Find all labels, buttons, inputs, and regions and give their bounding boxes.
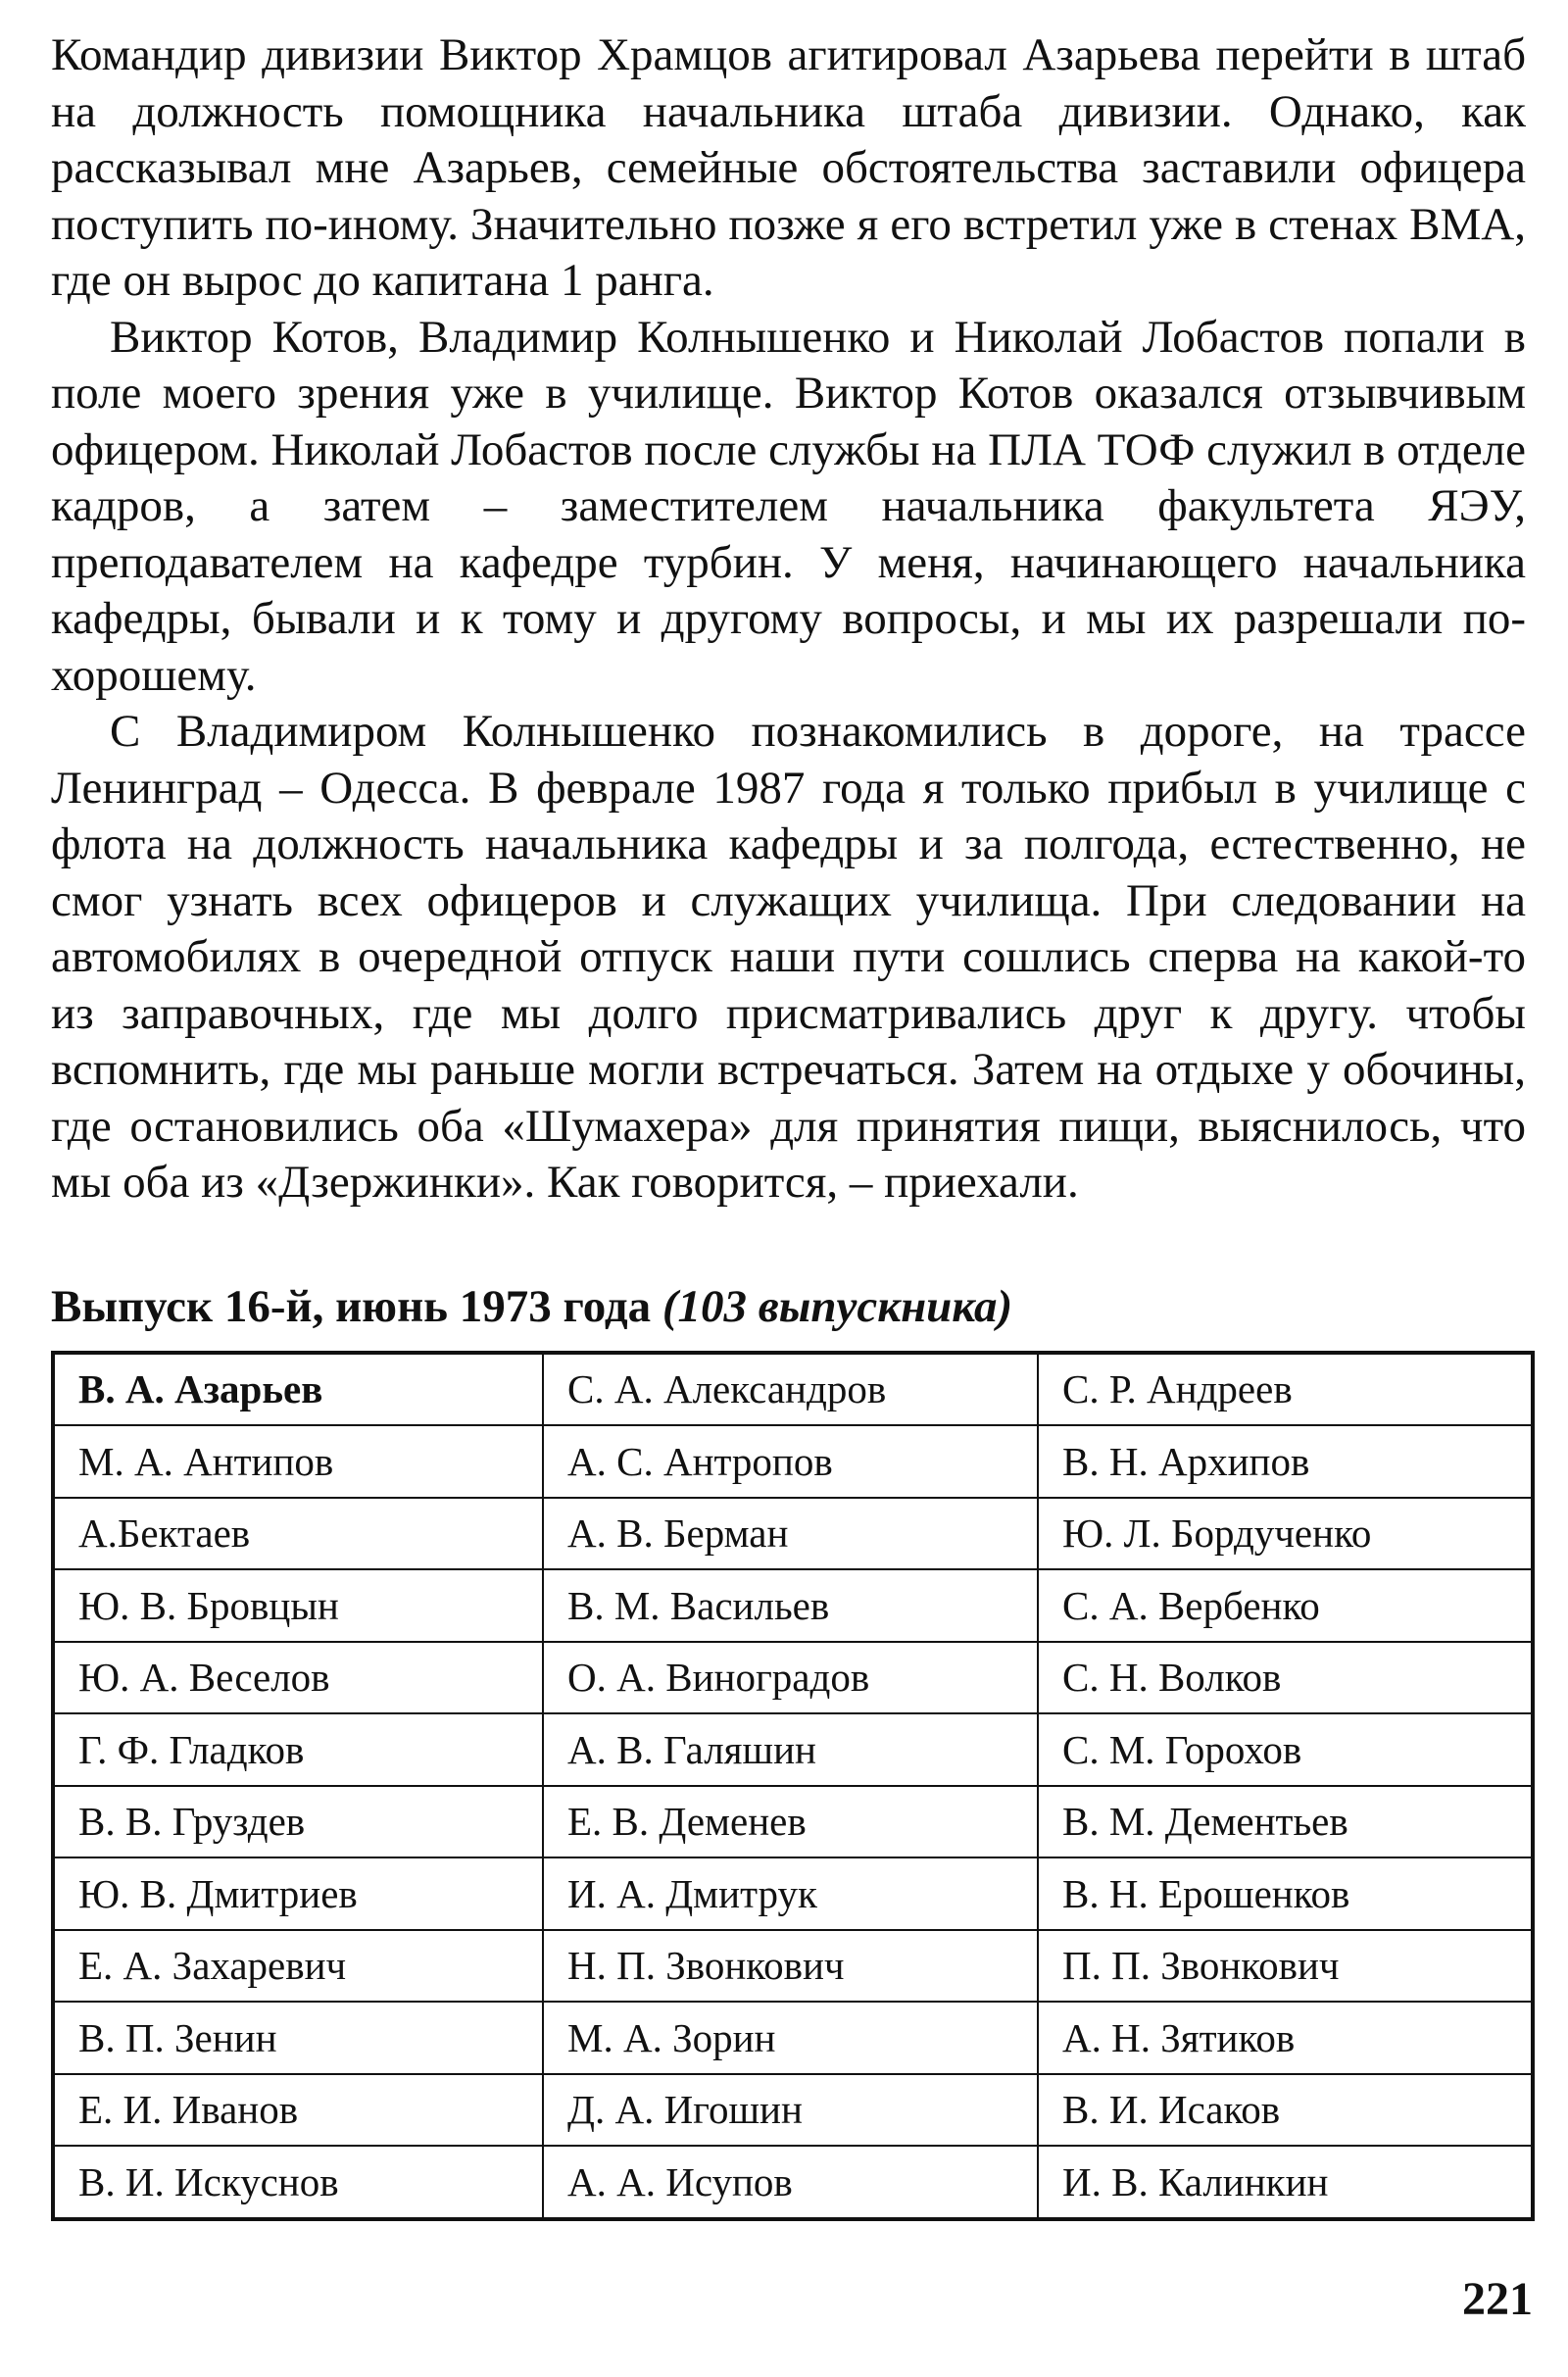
table-cell: Н. П. Звонкович [543, 1930, 1038, 2003]
table-row [53, 1569, 1533, 1642]
table-row [53, 1857, 1533, 1930]
table-row [53, 1642, 1533, 1714]
table-cell: Д. А. Игошин [543, 2074, 1038, 2147]
table-cell: Е. И. Иванов [53, 2074, 543, 2147]
table-cell: О. А. Виноградов [543, 1642, 1038, 1714]
table-cell: А.Бектаев [53, 1498, 543, 1570]
table-cell: В. М. Васильев [543, 1569, 1038, 1642]
section-heading [51, 1278, 1526, 1335]
table-cell: В. А. Азарьев [53, 1353, 543, 1426]
graduate-count: (103 выпускника) [662, 1280, 1013, 1332]
table-row [53, 1353, 1533, 1426]
table-cell: С. Р. Андреев [1038, 1353, 1533, 1426]
table-cell: И. А. Дмитрук [543, 1857, 1038, 1930]
table-cell: Ю. А. Веселов [53, 1642, 543, 1714]
table-cell: П. П. Звонкович [1038, 1930, 1533, 2003]
table-cell: А. В. Галяшин [543, 1713, 1038, 1786]
table-row [53, 2146, 1533, 2219]
table-cell: И. В. Калинкин [1038, 2146, 1533, 2219]
table-row [53, 1786, 1533, 1858]
paragraph-3: С Владимиром Колнышенко познакомились в дороге, на трассе Ленинград – Одесса. В феврале 1987 года я только прибыл в училище с флота на должность начальника кафедры и за полгода, естественно, не смог узнать всех офицеров и служащих училища. При следовании на автомобилях в очередной отпуск наши пути сошлись сперва на какой-то из заправочных, где мы долго присматривались друг к другу. чтобы вспомнить, где мы раньше могли встречаться. Затем на отдыхе у обочины, где остановились оба «Шумахера» для принятия пищи, выяснилось, что мы оба из «Дзержинки». Как говорится, – приехали. [51, 706, 1526, 1208]
page-number: 221 [1462, 2273, 1533, 2325]
page-body [51, 27, 1526, 2221]
table-row [53, 1713, 1533, 1786]
table-cell: А. А. Исупов [543, 2146, 1038, 2219]
paragraph-2: Виктор Котов, Владимир Колнышенко и Николай Лобастов попали в поле моего зрения уже в училище. Виктор Котов оказался отзывчивым офицером. Николай Лобастов после службы на ПЛА ТОФ служил в отделе кадров, а затем – заместителем начальника факультета ЯЭУ, преподавателем на кафедре турбин. У меня, начинающего начальника кафедры, бывали и к тому и другому вопросы, и мы их разрешали по-хорошему. [51, 311, 1526, 701]
table-cell: М. А. Антипов [53, 1425, 543, 1498]
table-cell: С. Н. Волков [1038, 1642, 1533, 1714]
table-cell: А. В. Берман [543, 1498, 1038, 1570]
table-cell: В. Н. Ерошенков [1038, 1857, 1533, 1930]
table-cell: М. А. Зорин [543, 2002, 1038, 2074]
table-cell: В. М. Дементьев [1038, 1786, 1533, 1858]
table-row [53, 2002, 1533, 2074]
table-cell: Ю. В. Бровцын [53, 1569, 543, 1642]
table-cell: В. И. Исаков [1038, 2074, 1533, 2147]
table-cell: В. И. Искуснов [53, 2146, 543, 2219]
paragraph-1: Командир дивизии Виктор Храмцов агитировал Азарьева перейти в штаб на должность помощника начальника штаба дивизии. Однако, как рассказывал мне Азарьев, семейные обстоятельства заставили офицера поступить по-иному. Значительно позже я его встретил уже в стенах ВМА, где он вырос до капитана 1 ранга. [51, 29, 1526, 306]
table-row [53, 1425, 1533, 1498]
table-cell: В. В. Груздев [53, 1786, 543, 1858]
table-cell: А. С. Антропов [543, 1425, 1038, 1498]
table-cell: Ю. Л. Бордученко [1038, 1498, 1533, 1570]
table-cell: В. П. Зенин [53, 2002, 543, 2074]
table-row [53, 1498, 1533, 1570]
table-row [53, 1930, 1533, 2003]
section-title: Выпуск 16-й, июнь 1973 года [51, 1280, 652, 1332]
table-cell: А. Н. Зятиков [1038, 2002, 1533, 2074]
table-cell: С. А. Вербенко [1038, 1569, 1533, 1642]
table-cell: Ю. В. Дмитриев [53, 1857, 543, 1930]
table-cell: С. М. Горохов [1038, 1713, 1533, 1786]
graduates-table [51, 1351, 1535, 2221]
table-cell: Е. А. Захаревич [53, 1930, 543, 2003]
table-cell: Г. Ф. Гладков [53, 1713, 543, 1786]
table-cell: С. А. Александров [543, 1353, 1038, 1426]
table-cell: В. Н. Архипов [1038, 1425, 1533, 1498]
table-cell: Е. В. Деменев [543, 1786, 1038, 1858]
table-row [53, 2074, 1533, 2147]
